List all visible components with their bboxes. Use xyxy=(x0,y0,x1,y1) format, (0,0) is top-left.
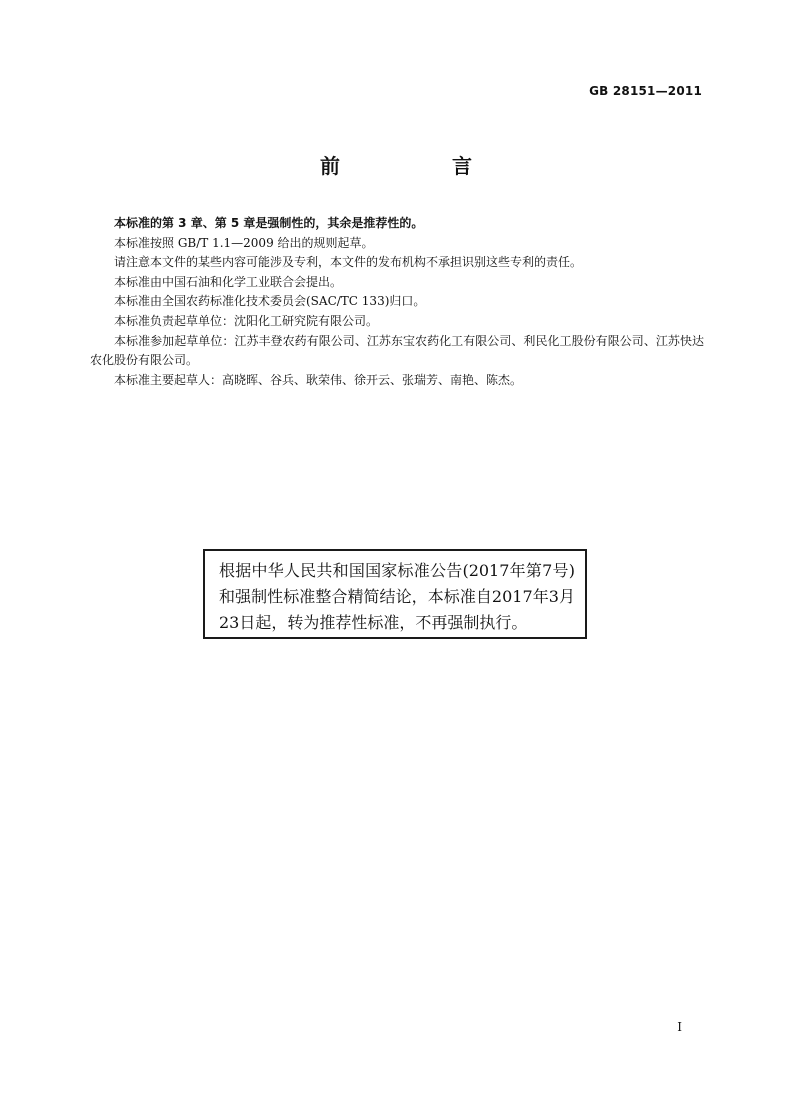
conversion-notice-text: 根据中华人民共和国国家标准公告(2017年第7号)和强制性标准整合精简结论，本标准自2017年3月23日起，转为推荐性标准，不再强制执行。 xyxy=(219,561,575,632)
standard-number: GB 28151—2011 xyxy=(589,84,702,98)
main-authors-statement: 本标准主要起草人：高晓晖、谷兵、耿荣伟、徐开云、张瑞芳、南艳、陈杰。 xyxy=(114,372,523,387)
patent-notice-statement: 请注意本文件的某些内容可能涉及专利，本文件的发布机构不承担识别这些专利的责任。 xyxy=(114,255,583,270)
foreword-content xyxy=(90,214,704,390)
lead-drafter-statement: 本标准负责起草单位：沈阳化工研究院有限公司。 xyxy=(114,313,379,328)
conversion-notice-box xyxy=(203,549,587,639)
mandatory-chapters-statement: 本标准的第 3 章、第 5 章是强制性的，其余是推荐性的。 xyxy=(114,216,424,230)
page-number: I xyxy=(677,1020,682,1034)
drafting-rules-statement: 本标准按照 GB/T 1.1—2009 给出的规则起草。 xyxy=(114,235,374,250)
proposer-statement: 本标准由中国石油和化学工业联合会提出。 xyxy=(114,274,343,289)
administrator-statement: 本标准由全国农药标准化技术委员会(SAC/TC 133)归口。 xyxy=(114,294,426,309)
participating-drafters-statement: 本标准参加起草单位：江苏丰登农药有限公司、江苏东宝农药化工有限公司、利民化工股份有限公司、江苏快达农化股份有限公司。 xyxy=(90,333,704,368)
page-title: 前 言 xyxy=(320,154,518,178)
